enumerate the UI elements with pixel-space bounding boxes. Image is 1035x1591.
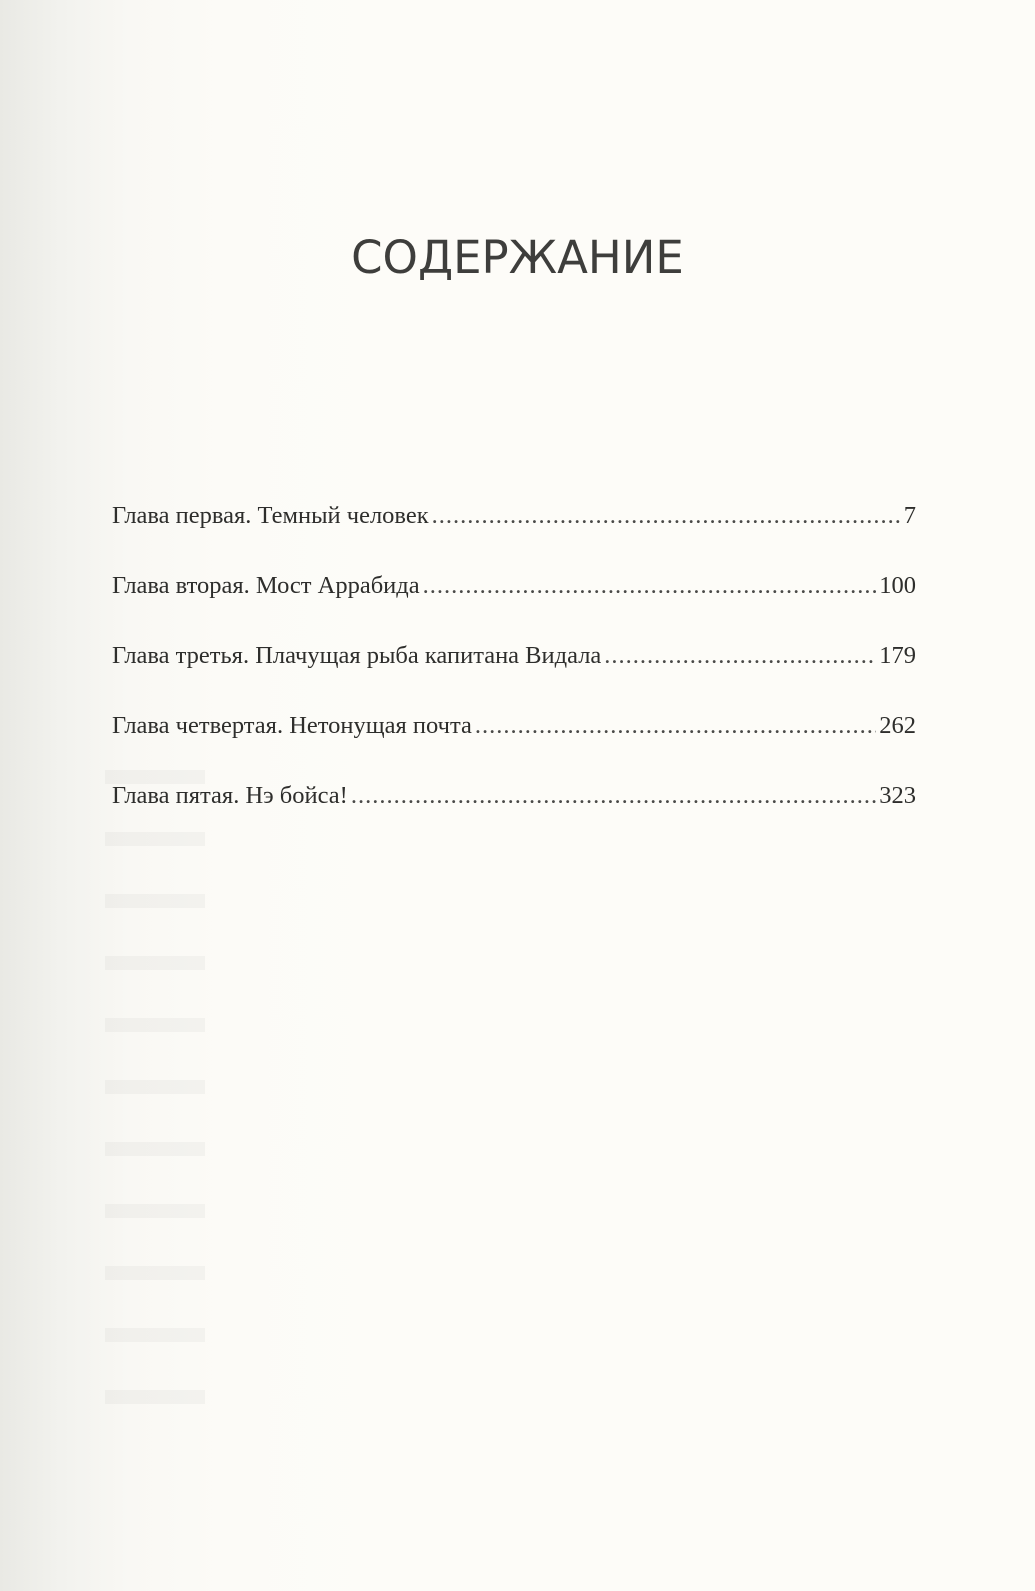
toc-entry-page: 7 <box>903 502 916 529</box>
table-of-contents <box>112 496 916 846</box>
toc-entry-label: Глава пятая. Нэ бойса! <box>112 782 348 809</box>
dot-leader <box>604 636 876 676</box>
dot-leader <box>475 706 876 746</box>
toc-entry-page: 323 <box>879 782 916 809</box>
toc-entry-1 <box>112 496 916 566</box>
toc-entry-label: Глава вторая. Мост Аррабида <box>112 572 420 599</box>
dot-leader <box>351 776 876 816</box>
toc-entry-label: Глава третья. Плачущая рыба капитана Видала <box>112 642 602 669</box>
toc-entry-5 <box>112 776 916 846</box>
toc-entry-page: 100 <box>879 572 916 599</box>
page-title: СОДЕРЖАНИЕ <box>351 231 684 284</box>
toc-entry-label: Глава первая. Темный человек <box>112 502 429 529</box>
toc-entry-4 <box>112 706 916 776</box>
toc-entry-label: Глава четвертая. Нетонущая почта <box>112 712 472 739</box>
dot-leader <box>432 496 901 536</box>
toc-entry-2 <box>112 566 916 636</box>
dot-leader <box>423 566 877 606</box>
toc-entry-page: 179 <box>879 642 916 669</box>
toc-entry-page: 262 <box>879 712 916 739</box>
toc-entry-3 <box>112 636 916 706</box>
